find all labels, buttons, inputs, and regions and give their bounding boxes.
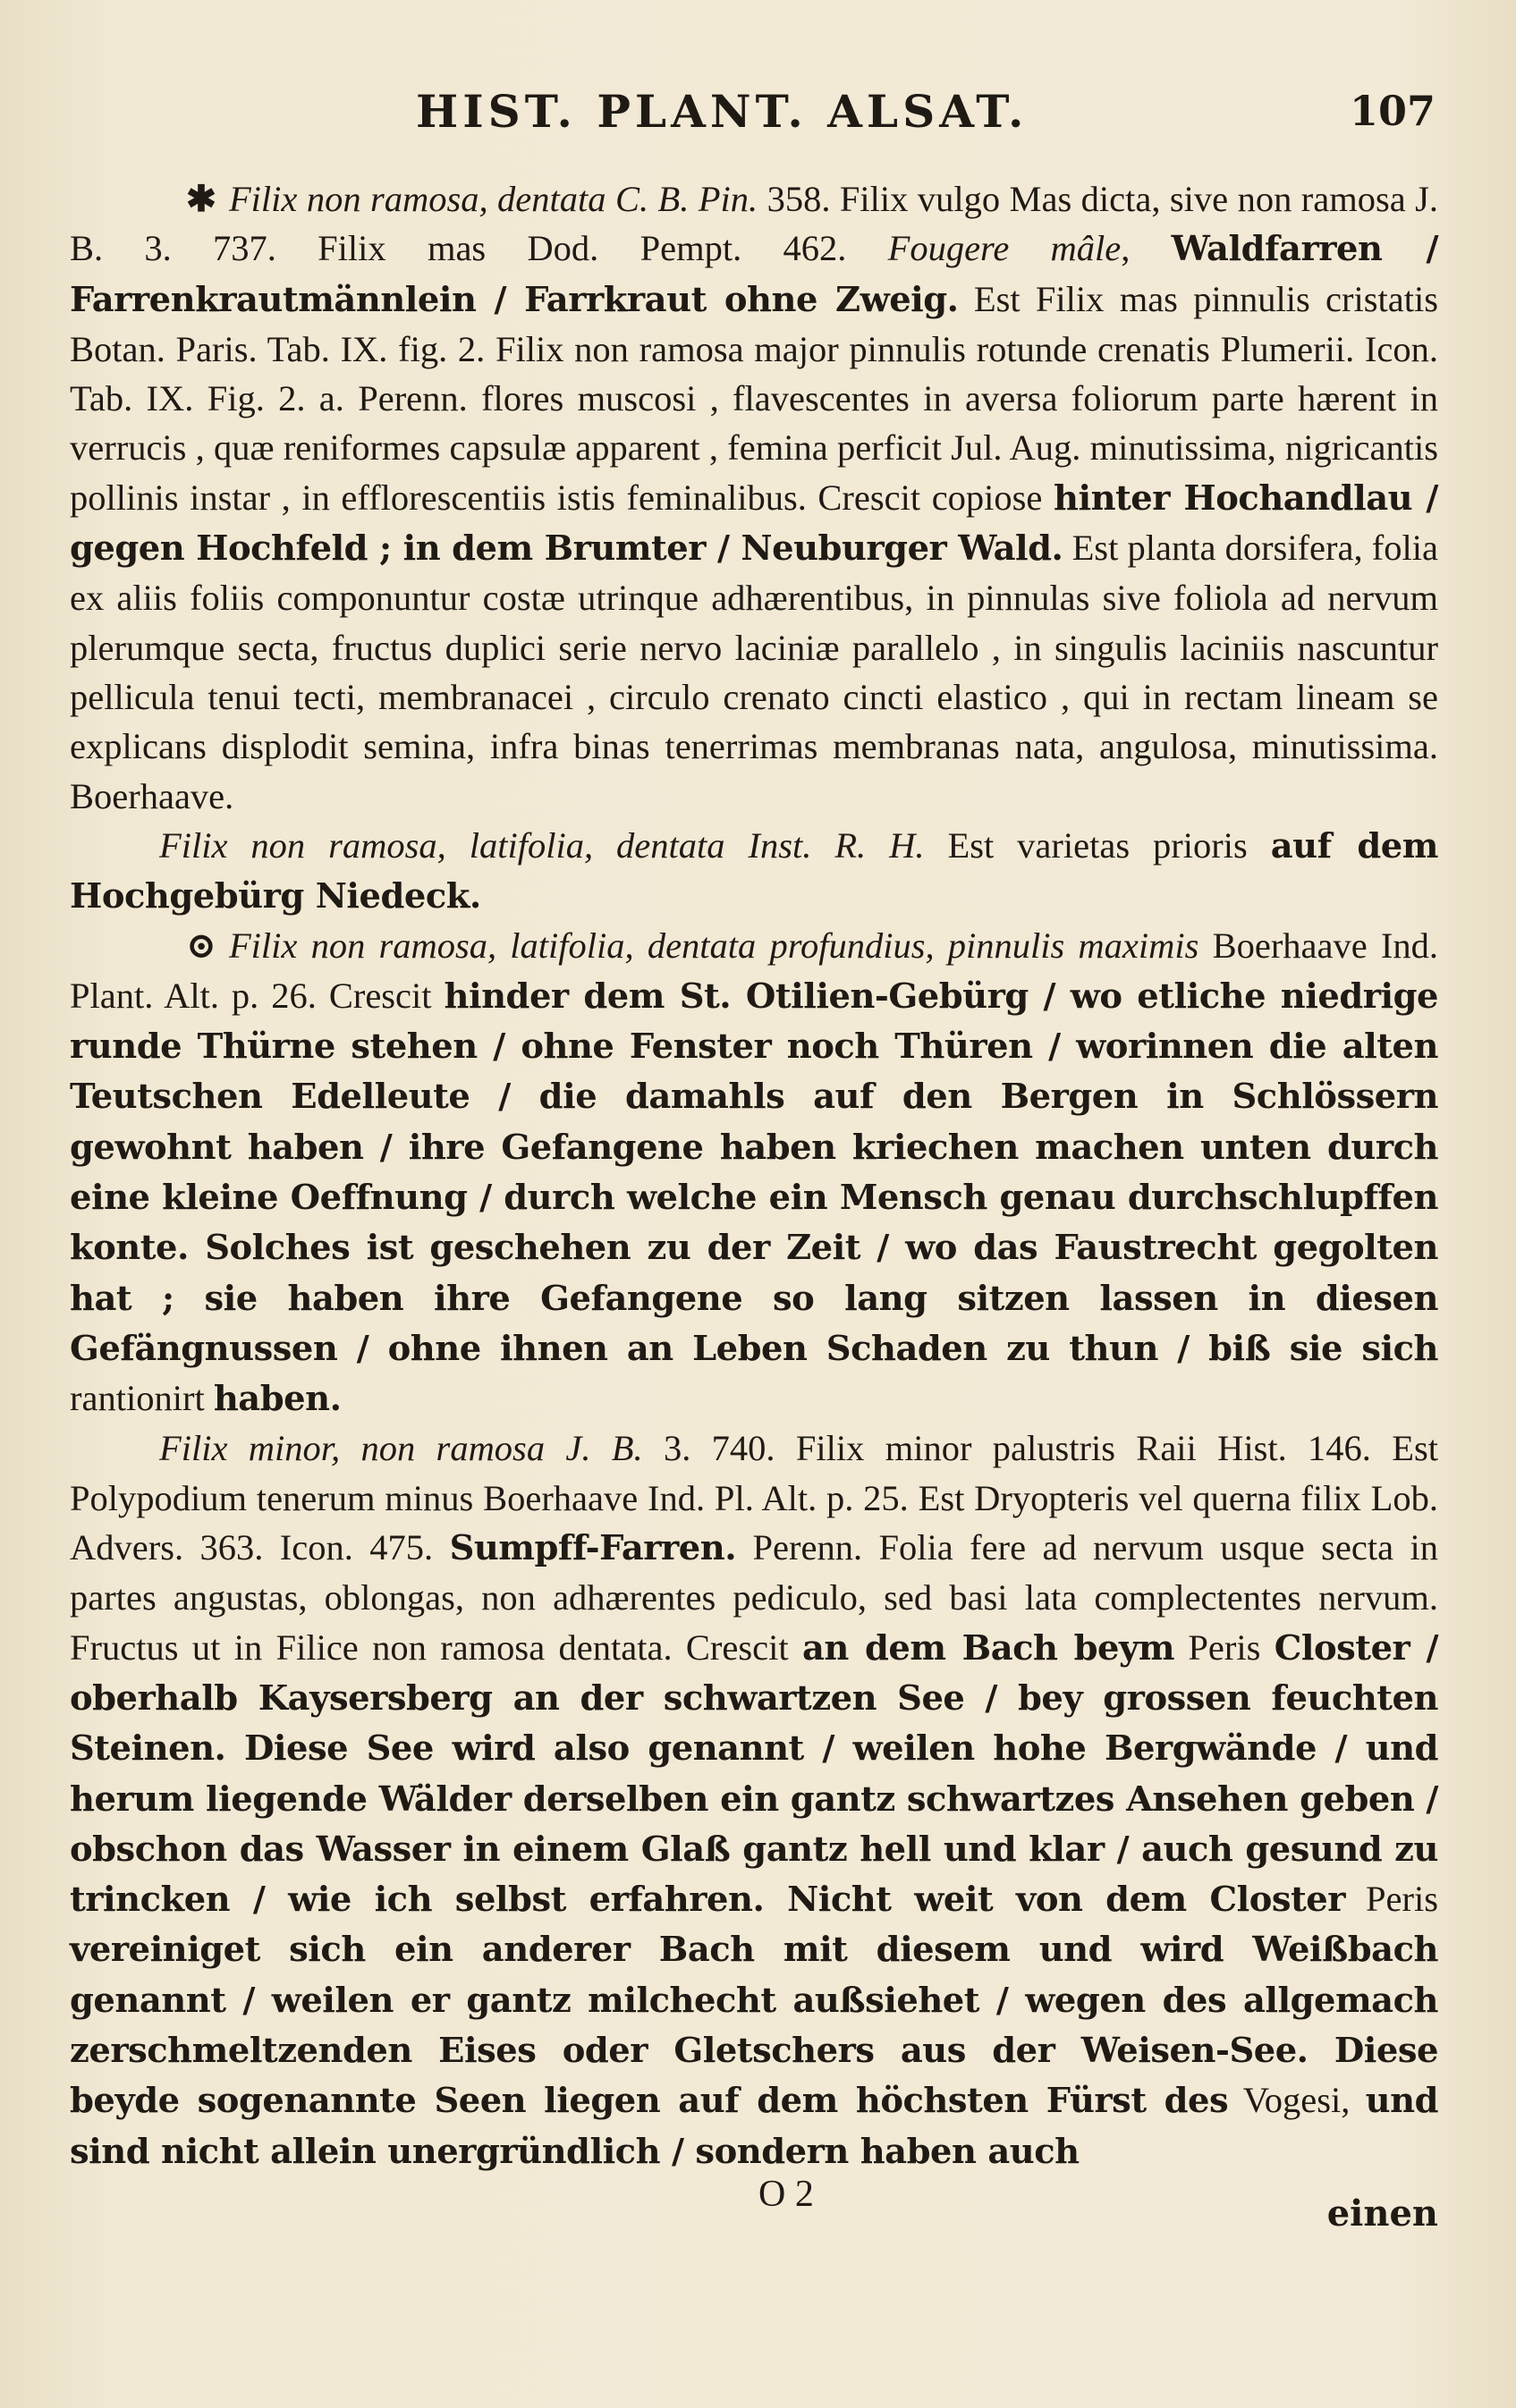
german-blackletter-text: Closter / oberhalb Kaysersberg an der schwartzen See / bey grossen feuchten Steinen. Diese See wird also genannt / weilen hohe Bergwände / und herum liegende Wälder derselben ein gantz schwartzes Ansehen geben / obschon das Wasser in einem Glaß gantz hell und klar / auch gesund zu trincken / wie ich selbst erfahren. Nicht weit von dem Closter: [70, 1627, 1438, 1921]
entry-symbol: ✱: [186, 179, 216, 219]
entry-symbol: ⊙: [186, 925, 216, 967]
entry-paragraph: [70, 821, 1438, 922]
page-header: [63, 85, 1436, 148]
latin-italic-text: Filix non ramosa, latifolia, dentata Inst. R. H.: [159, 824, 925, 866]
german-blackletter-text: Sumpff-Farren.: [449, 1528, 737, 1569]
page-body: [70, 174, 1438, 2176]
german-blackletter-text: hinder dem St. Otilien-Gebürg / wo etliche niedrige runde Thürne stehen / ohne Fenster noch Thüren / worinnen die alten Teutschen Edelleute / die damahls auf den Bergen in Schlössern gewohnt haben / ihre Gefangene haben kriechen machen unten durch eine kleine Oeffnung / durch welche ein Mensch genau durchschlupffen konte. Solches ist geschehen zu der Zeit / wo das Faustrecht gegolten hat ; sie haben ihre Gefangene so lang sitzen lassen in diesen Gefängnussen / ohne ihnen an Leben Schaden zu thun / biß sie sich: [70, 976, 1438, 1369]
latin-italic-text: Fougere mâle: [887, 228, 1122, 269]
page-number: 107: [1349, 87, 1436, 135]
german-blackletter-text: haben.: [213, 1379, 342, 1420]
latin-roman-text: ,: [1121, 228, 1172, 269]
latin-roman-text: Peris: [1174, 1626, 1275, 1668]
latin-roman-text: rantionirt: [70, 1378, 214, 1419]
entry-paragraph: [70, 921, 1438, 1424]
latin-roman-text: Peris: [1345, 1879, 1439, 1920]
running-head: HIST. PLANT. ALSAT.: [416, 85, 1029, 138]
latin-italic-text: Filix non ramosa, dentata C. B. Pin.: [228, 179, 758, 219]
latin-roman-text: Perenn. Folia fere ad nervum usque secta in partes angustas, oblongas, non adhærentes pediculo, sed basi lata complectentes nervum. Fructus ut in Filice non ramosa dentata. Crescit: [70, 1527, 1439, 1668]
german-blackletter-text: auf dem Hochgebürg Niedeck.: [70, 825, 1438, 917]
latin-roman-text: Est varietas prioris: [924, 824, 1271, 866]
latin-roman-text: Vogesi,: [1228, 2080, 1366, 2121]
german-blackletter-text: Waldfarren / Farrenkrautmännlein / Farrkraut ohne Zweig.: [70, 229, 1438, 320]
german-blackletter-text: an dem Bach beym: [801, 1627, 1175, 1669]
latin-italic-text: Filix minor, non ramosa J. B.: [159, 1428, 643, 1469]
latin-roman-text: Est planta dorsifera, folia ex aliis foliis componuntur costæ utrinque adhærentibus, in pinnulas sive foliola ad nervum plerumque secta, fructus duplici serie nervo laciniæ parallelo , in singulis laciniis nascuntur pellicula tenui tecti, membranacei , circulo crenato cincti elastico , qui in rectam lineam se explicans displodit semina, infra binas tenerrimas membranas nata, angulosa, minutissima. Boerhaave.: [70, 528, 1438, 816]
latin-italic-text: Filix non ramosa, latifolia, dentata profundius, pinnulis maximis: [228, 925, 1199, 967]
page-footer: [70, 2173, 1438, 2244]
catchword: einen: [1326, 2193, 1438, 2235]
german-blackletter-text: vereiniget sich ein anderer Bach mit diesem und wird Weißbach genannt / weilen er gantz milchecht außsiehet / wegen des allgemach zerschmeltzenden Eises oder Gletschers aus der Weisen-See. Diese beyde sogenannte Seen liegen auf dem höchsten Fürst des: [70, 1930, 1438, 2122]
latin-roman-text: 358. Filix vulgo Mas dicta, sive non ramosa J. B. 3. 737. Filix mas Dod. Pempt. 462.: [70, 179, 1438, 269]
latin-roman-text: Boerhaave Ind. Plant. Alt. p. 26. Crescit: [70, 925, 1438, 1016]
latin-roman-text: 3. 740. Filix minor palustris Raii Hist. 146. Est Polypodium tenerum minus Boerhaave Ind. Pl. Alt. p. 25. Est Dryopteris vel querna filix Lob. Advers. 363. Icon. 475.: [70, 1428, 1438, 1568]
signature-mark: O 2: [758, 2174, 814, 2215]
entry-paragraph: [70, 174, 1438, 821]
latin-roman-text: Est Filix mas pinnulis cristatis Botan. Paris. Tab. IX. fig. 2. Filix non ramosa major pinnulis rotunde crenatis Plumerii. Icon. Tab. IX. Fig. 2. a. Perenn. flores muscosi , flavescentes in aversa foliorum parte hærent in verrucis , quæ reniformes capsulæ apparent , femina perficit Jul. Aug. minutissima, nigricantis pollinis instar , in efflorescentiis istis feminalibus. Crescit copiose: [70, 278, 1438, 518]
german-blackletter-text: hinter Hochandlau / gegen Hochfeld ; in dem Brumter / Neuburger Wald.: [70, 477, 1438, 570]
german-blackletter-text: und sind nicht allein unergründlich / sondern haben auch: [70, 2081, 1438, 2172]
entry-paragraph: [70, 1424, 1438, 2176]
